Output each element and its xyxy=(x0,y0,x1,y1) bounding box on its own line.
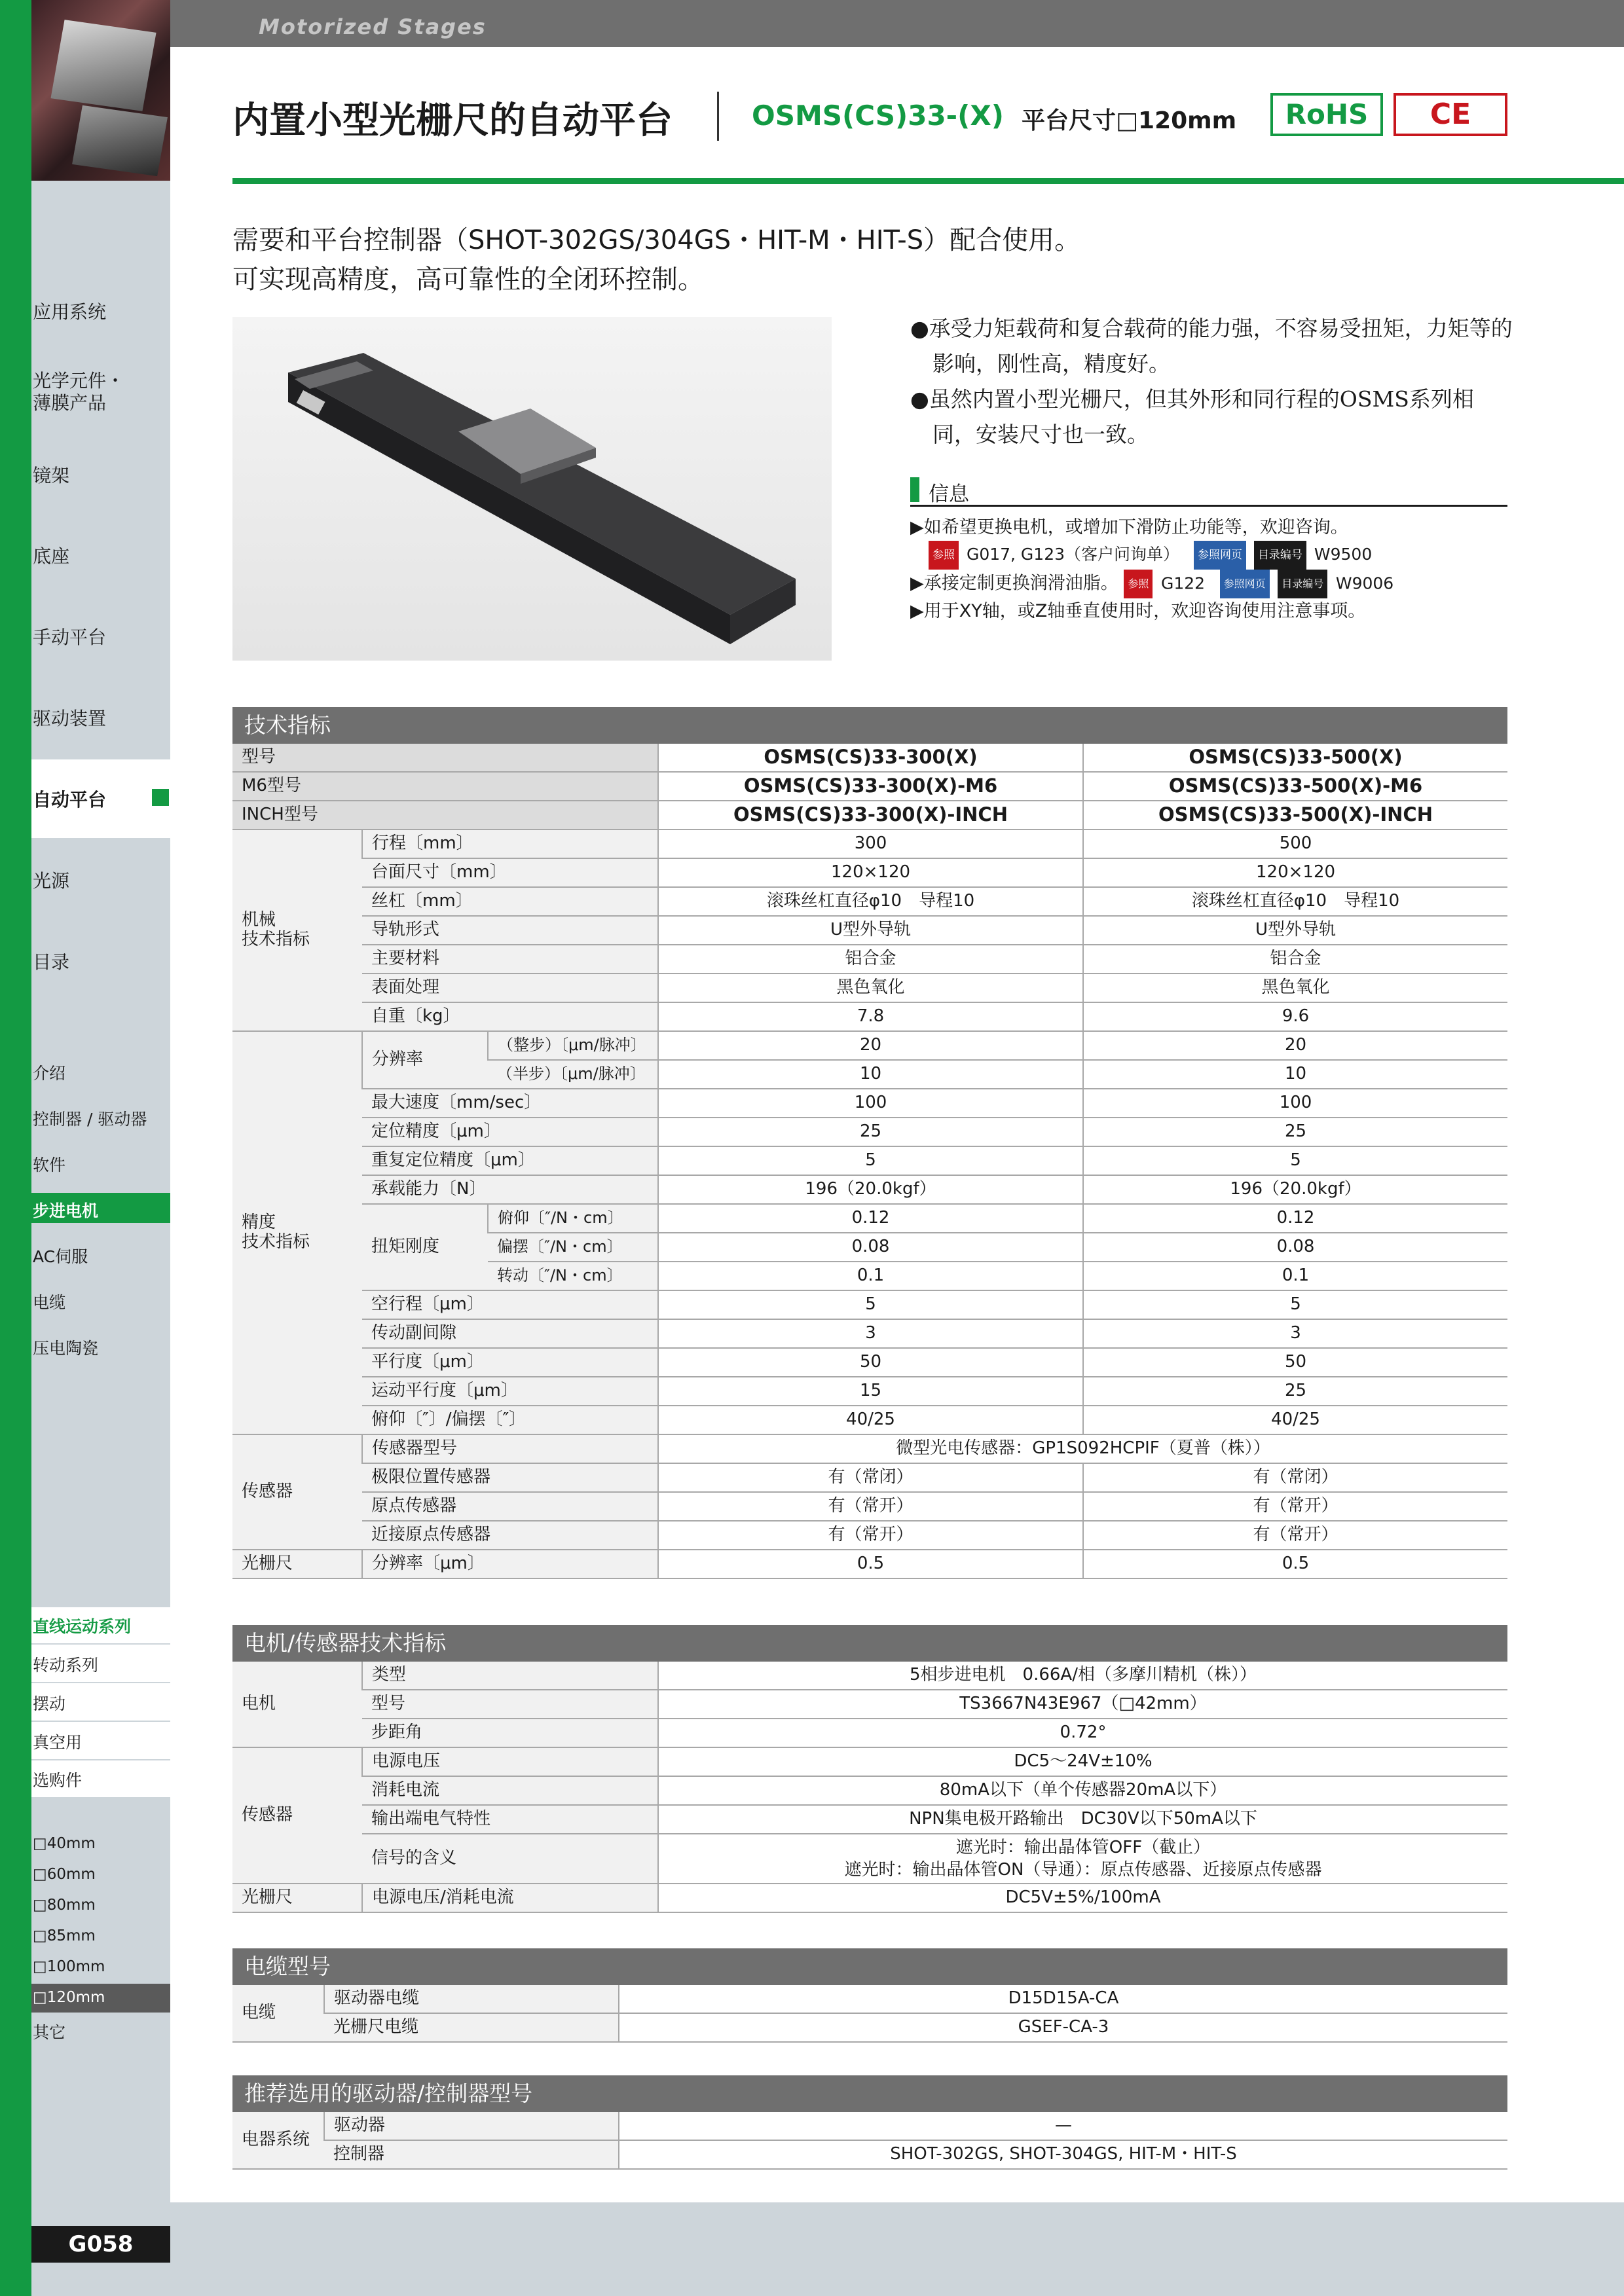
divider xyxy=(31,1643,170,1645)
spec-label: 型号 xyxy=(362,1690,658,1719)
spec-cell: 0.1 xyxy=(1083,1262,1507,1290)
ref-tag: 参照 xyxy=(929,541,959,570)
table-row xyxy=(232,1985,1507,2013)
spec-label: 空行程〔μm〕 xyxy=(362,1290,658,1319)
spec-label: 丝杠〔mm〕 xyxy=(362,887,658,916)
divider xyxy=(31,1759,170,1760)
sidebar-sub-stepper[interactable]: 步进电机 xyxy=(33,1201,99,1220)
cable-table xyxy=(232,1985,1507,2043)
table-row xyxy=(232,1319,1507,1348)
sidebar-item-mounts[interactable]: 镜架 xyxy=(33,465,70,486)
spec-cell: 遮光时：输出晶体管OFF（截止） 遮光时：输出晶体管ON（导通）：原点传感器、近接原点传感器 xyxy=(658,1834,1507,1884)
spec-label: 定位精度〔μm〕 xyxy=(362,1118,658,1146)
table-row xyxy=(232,1463,1507,1492)
ref-pages: G122 xyxy=(1160,574,1206,593)
spec-sublabel: 转动〔″/N・cm〕 xyxy=(488,1262,658,1290)
spec-cell: 5 xyxy=(658,1290,1083,1319)
table-row xyxy=(232,1118,1507,1146)
spec-sublabel: 偏摆〔″/N・cm〕 xyxy=(488,1233,658,1262)
page-number: G058 xyxy=(31,2226,170,2263)
sidebar-item-manual-stages[interactable]: 手动平台 xyxy=(33,627,107,648)
bullet-icon: ● xyxy=(910,386,929,412)
spec-cell: 5相步进电机 0.66A/相（多摩川精机（株）） xyxy=(658,1662,1507,1690)
spec-label: INCH型号 xyxy=(232,801,658,829)
sidebar-series-options[interactable]: 选购件 xyxy=(33,1771,83,1790)
group-precision: 精度 技术指标 xyxy=(232,1031,362,1434)
sidebar-size-60[interactable]: □60mm xyxy=(33,1866,96,1883)
catalog-code: W9006 xyxy=(1335,574,1394,593)
spec-label: 传感器型号 xyxy=(362,1434,658,1463)
spec-cell: OSMS(CS)33-500(X) xyxy=(1083,744,1507,772)
table-row xyxy=(232,744,1507,772)
group-scale: 光栅尺 xyxy=(232,1884,362,1912)
spec-cell: OSMS(CS)33-300(X)-INCH xyxy=(658,801,1083,829)
spec-label: 分辨率 xyxy=(362,1031,488,1089)
model-title: OSMS(CS)33-(X) xyxy=(752,100,1004,132)
code-tag: 目录编号 xyxy=(1278,570,1327,598)
spec-cell: OSMS(CS)33-500(X)-M6 xyxy=(1083,772,1507,801)
spec-cell: U型外导轨 xyxy=(1083,916,1507,945)
spec-cell: 有（常开） xyxy=(658,1492,1083,1521)
table-row xyxy=(232,1747,1507,1776)
spec-label: 运动平行度〔μm〕 xyxy=(362,1377,658,1406)
table-row xyxy=(232,1002,1507,1031)
spec-cell: 25 xyxy=(658,1118,1083,1146)
green-stripe xyxy=(0,0,31,2296)
spec-cell: 0.12 xyxy=(1083,1204,1507,1233)
spec-cell: SHOT-302GS, SHOT-304GS, HIT-M・HIT-S xyxy=(619,2140,1507,2169)
spec-cell: 0.72° xyxy=(658,1719,1507,1747)
driver-title: 推荐选用的驱动器/控制器型号 xyxy=(232,2075,1507,2112)
group-sensor: 传感器 xyxy=(232,1434,362,1550)
stage-illustration xyxy=(232,317,832,661)
spec-cell: 500 xyxy=(1083,829,1507,858)
table-row xyxy=(232,1146,1507,1175)
spec-cell: DC5V±5%/100mA xyxy=(658,1884,1507,1912)
spec-cell: 120×120 xyxy=(1083,858,1507,887)
sidebar-sub-controllers[interactable]: 控制器 / 驱动器 xyxy=(33,1110,147,1129)
sidebar-size-40[interactable]: □40mm xyxy=(33,1835,96,1852)
spec-cell: 196（20.0kgf） xyxy=(658,1175,1083,1204)
table-row xyxy=(232,945,1507,974)
sidebar-series-vacuum[interactable]: 真空用 xyxy=(33,1733,83,1752)
spec-label: 主要材料 xyxy=(362,945,658,974)
table-row xyxy=(232,1089,1507,1118)
spec-cell: 50 xyxy=(1083,1348,1507,1377)
spec-cell: 0.1 xyxy=(658,1262,1083,1290)
web-tag: 参照网页 xyxy=(1194,541,1246,570)
header-category: Motorized Stages xyxy=(259,14,487,39)
table-row xyxy=(232,1776,1507,1805)
spec-label: 扭矩刚度 xyxy=(362,1204,488,1290)
table-row xyxy=(232,2013,1507,2042)
sidebar-background xyxy=(31,0,170,2296)
bottom-band xyxy=(31,2202,1624,2296)
spec-sublabel: （半步）〔μm/脉冲〕 xyxy=(488,1060,658,1089)
table-row xyxy=(232,1521,1507,1550)
spec-label: 平行度〔μm〕 xyxy=(362,1348,658,1377)
spec-cell: 15 xyxy=(658,1377,1083,1406)
spec-label: 类型 xyxy=(362,1662,658,1690)
spec-cell: 3 xyxy=(658,1319,1083,1348)
spec-cell: 有（常闭） xyxy=(1083,1463,1507,1492)
spec-cell: 100 xyxy=(658,1089,1083,1118)
spec-table xyxy=(232,744,1507,1579)
info-line-2: ▶承接定制更换润滑油脂。 参照 G122 参照网页 目录编号 W9006 xyxy=(910,570,1507,598)
sidebar-sub-piezo[interactable]: 压电陶瓷 xyxy=(33,1339,99,1358)
spec-cell: 80mA以下（单个传感器20mA以下） xyxy=(658,1776,1507,1805)
spec-label: 电源电压/消耗电流 xyxy=(362,1884,658,1912)
sidebar-sub-intro[interactable]: 介绍 xyxy=(33,1064,66,1083)
table-row xyxy=(232,858,1507,887)
table-row xyxy=(232,1492,1507,1521)
table-row xyxy=(232,1550,1507,1578)
info-ref-1 xyxy=(910,541,1507,570)
spec-cell: 40/25 xyxy=(1083,1406,1507,1434)
sidebar-item-motorized-stages[interactable]: 自动平台 xyxy=(33,789,107,811)
web-tag: 参照网页 xyxy=(1220,570,1270,598)
spec-cell: 25 xyxy=(1083,1377,1507,1406)
spec-label: 俯仰〔″〕/偏摆〔″〕 xyxy=(362,1406,658,1434)
spec-cell: GSEF-CA-3 xyxy=(619,2013,1507,2042)
spec-cell: 3 xyxy=(1083,1319,1507,1348)
spec-cell: 0.08 xyxy=(658,1233,1083,1262)
spec-cell: OSMS(CS)33-300(X) xyxy=(658,744,1083,772)
sidebar-sub-ac-servo[interactable]: AC伺服 xyxy=(33,1247,88,1266)
sidebar-series-rotation[interactable]: 转动系列 xyxy=(33,1656,99,1675)
spec-label: 驱动器电缆 xyxy=(324,1985,619,2013)
sidebar-item-applications[interactable]: 应用系统 xyxy=(33,301,107,323)
table-row xyxy=(232,1719,1507,1747)
spec-cell: 25 xyxy=(1083,1118,1507,1146)
spec-label: 极限位置传感器 xyxy=(362,1463,658,1492)
spec-cell: 0.5 xyxy=(1083,1550,1507,1578)
table-row xyxy=(232,1805,1507,1834)
sidebar-size-other[interactable]: 其它 xyxy=(33,2023,66,2042)
spec-cell: 有（常闭） xyxy=(658,1463,1083,1492)
sidebar-sub-software[interactable]: 软件 xyxy=(33,1156,66,1175)
table-row xyxy=(232,1834,1507,1884)
cable-title: 电缆型号 xyxy=(232,1948,1507,1985)
spec-cell: 20 xyxy=(1083,1031,1507,1060)
sidebar-size-120[interactable]: □120mm xyxy=(33,1989,105,2006)
spec-cell: 滚珠丝杠直径φ10 导程10 xyxy=(658,887,1083,916)
sidebar-series-goniometer[interactable]: 摆动 xyxy=(33,1694,66,1713)
spec-cell: 10 xyxy=(1083,1060,1507,1089)
spec-cell: 0.12 xyxy=(658,1204,1083,1233)
active-marker-icon xyxy=(152,789,169,806)
group-mechanical: 机械 技术指标 xyxy=(232,829,362,1031)
info-line-3: ▶用于XY轴，或Z轴垂直使用时，欢迎咨询使用注意事项。 xyxy=(910,601,1366,621)
info-marker-icon xyxy=(910,477,919,502)
spec-cell: U型外导轨 xyxy=(658,916,1083,945)
product-thumbnail xyxy=(31,0,170,181)
spec-label: 光栅尺电缆 xyxy=(324,2013,619,2042)
title-underline xyxy=(232,178,1624,184)
motor-table xyxy=(232,1662,1507,1913)
table-row xyxy=(232,1348,1507,1377)
spec-label: 表面处理 xyxy=(362,974,658,1002)
table-row xyxy=(232,2140,1507,2169)
sidebar-size-100[interactable]: □100mm xyxy=(33,1958,105,1975)
sidebar-size-80[interactable]: □80mm xyxy=(33,1897,96,1914)
spec-cell: 100 xyxy=(1083,1089,1507,1118)
feature-item: ●虽然内置小型光栅尺，但其外形和同行程的OSMS系列相同，安装尺寸也一致。 xyxy=(910,386,1474,447)
spec-label: 驱动器 xyxy=(324,2112,619,2140)
motor-title: 电机/传感器技术指标 xyxy=(232,1625,1507,1662)
spec-sublabel: （整步）〔μm/脉冲〕 xyxy=(488,1031,658,1060)
title-divider xyxy=(717,92,719,141)
spec-label: 导轨形式 xyxy=(362,916,658,945)
spec-cell: 有（常开） xyxy=(1083,1521,1507,1550)
info-line-1: ▶如希望更换电机，或增加下滑防止功能等，欢迎咨询。 xyxy=(910,517,1348,538)
table-row xyxy=(232,1434,1507,1463)
stage-size: 平台尺寸□120mm xyxy=(1022,107,1237,134)
table-row xyxy=(232,1204,1507,1233)
info-box xyxy=(910,475,1507,625)
ref-tag: 参照 xyxy=(1124,570,1153,598)
spec-cell: 铝合金 xyxy=(1083,945,1507,974)
spec-cell: 黑色氧化 xyxy=(1083,974,1507,1002)
intro-line-1: 需要和平台控制器（SHOT-302GS/304GS・HIT-M・HIT-S）配合使用。 xyxy=(232,225,1081,255)
spec-label: 近接原点传感器 xyxy=(362,1521,658,1550)
sidebar-item-actuators[interactable]: 驱动装置 xyxy=(33,708,107,729)
spec-cell: 黑色氧化 xyxy=(658,974,1083,1002)
divider xyxy=(31,1721,170,1722)
table-row xyxy=(232,916,1507,945)
rohs-badge: RoHS xyxy=(1270,93,1383,136)
table-row xyxy=(232,1662,1507,1690)
table-row xyxy=(232,772,1507,801)
spec-label: M6型号 xyxy=(232,772,658,801)
spec-cell: DC5～24V±10% xyxy=(658,1747,1507,1776)
spec-cell: 5 xyxy=(1083,1290,1507,1319)
spec-cell: OSMS(CS)33-500(X)-INCH xyxy=(1083,801,1507,829)
spec-cell: 0.5 xyxy=(658,1550,1083,1578)
catalog-code: W9500 xyxy=(1314,545,1373,564)
page-title: 内置小型光栅尺的自动平台 xyxy=(232,100,673,142)
table-row xyxy=(232,887,1507,916)
ce-badge: CE xyxy=(1393,93,1507,136)
sidebar-size-85[interactable]: □85mm xyxy=(33,1927,96,1944)
table-row xyxy=(232,801,1507,829)
spec-label: 控制器 xyxy=(324,2140,619,2169)
ref-pages: G017, G123（客户问询单） xyxy=(966,545,1180,564)
spec-label: 承载能力〔N〕 xyxy=(362,1175,658,1204)
spec-cell: TS3667N43E967（□42mm） xyxy=(658,1690,1507,1719)
spec-cell: 滚珠丝杠直径φ10 导程10 xyxy=(1083,887,1507,916)
table-row xyxy=(232,1290,1507,1319)
table-row xyxy=(232,2112,1507,2140)
spec-label: 重复定位精度〔μm〕 xyxy=(362,1146,658,1175)
spec-cell: 0.08 xyxy=(1083,1233,1507,1262)
spec-label: 传动副间隙 xyxy=(362,1319,658,1348)
sidebar-item-optics[interactable]: 光学元件・ 薄膜产品 xyxy=(33,370,125,414)
group-electrical: 电器系统 xyxy=(232,2112,324,2169)
spec-label: 信号的含义 xyxy=(362,1834,658,1884)
code-tag: 目录编号 xyxy=(1254,541,1306,570)
spec-cell: 5 xyxy=(1083,1146,1507,1175)
table-row xyxy=(232,1377,1507,1406)
group-cable: 电缆 xyxy=(232,1985,324,2042)
spec-cell: 7.8 xyxy=(658,1002,1083,1031)
spec-label: 分辨率〔μm〕 xyxy=(362,1550,658,1578)
spec-label: 消耗电流 xyxy=(362,1776,658,1805)
spec-label: 台面尺寸〔mm〕 xyxy=(362,858,658,887)
spec-title: 技术指标 xyxy=(232,707,1507,744)
table-row xyxy=(232,1031,1507,1060)
spec-cell: 微型光电传感器：GP1S092HCPIF（夏普（株）） xyxy=(658,1434,1507,1463)
sidebar-item-light-sources[interactable]: 光源 xyxy=(33,870,70,892)
table-row xyxy=(232,1690,1507,1719)
spec-cell: 有（常开） xyxy=(1083,1492,1507,1521)
intro-line-2: 可实现高精度，高可靠性的全闭环控制。 xyxy=(232,264,704,295)
spec-cell: D15D15A-CA xyxy=(619,1985,1507,2013)
spec-label: 原点传感器 xyxy=(362,1492,658,1521)
sidebar-item-bases[interactable]: 底座 xyxy=(33,545,70,567)
info-title: 信息 xyxy=(929,483,969,506)
table-row xyxy=(232,1175,1507,1204)
table-row xyxy=(232,1884,1507,1912)
bullet-icon: ● xyxy=(910,316,929,341)
spec-cell: 40/25 xyxy=(658,1406,1083,1434)
feature-list xyxy=(910,311,1513,452)
sidebar-series-linear[interactable]: 直线运动系列 xyxy=(33,1617,132,1636)
table-row xyxy=(232,829,1507,858)
spec-cell: OSMS(CS)33-300(X)-M6 xyxy=(658,772,1083,801)
group-motor: 电机 xyxy=(232,1662,362,1747)
spec-cell: 50 xyxy=(658,1348,1083,1377)
spec-cell: 120×120 xyxy=(658,858,1083,887)
spec-cell: 300 xyxy=(658,829,1083,858)
spec-label: 型号 xyxy=(232,744,658,772)
spec-cell: 20 xyxy=(658,1031,1083,1060)
spec-label: 输出端电气特性 xyxy=(362,1805,658,1834)
spec-label: 电源电压 xyxy=(362,1747,658,1776)
spec-label: 自重〔kg〕 xyxy=(362,1002,658,1031)
group-scale: 光栅尺 xyxy=(232,1550,362,1578)
table-row xyxy=(232,974,1507,1002)
spec-cell: 10 xyxy=(658,1060,1083,1089)
spec-sublabel: 俯仰〔″/N・cm〕 xyxy=(488,1204,658,1233)
group-sensor: 传感器 xyxy=(232,1747,362,1884)
divider xyxy=(31,1682,170,1683)
spec-cell: 196（20.0kgf） xyxy=(1083,1175,1507,1204)
spec-cell: 5 xyxy=(658,1146,1083,1175)
driver-table xyxy=(232,2112,1507,2170)
info-header xyxy=(910,475,1507,507)
sidebar-sub-cables[interactable]: 电缆 xyxy=(33,1293,66,1312)
product-photo xyxy=(232,317,832,661)
feature-item: ●承受力矩载荷和复合载荷的能力强，不容易受扭矩，力矩等的影响，刚性高，精度好。 xyxy=(910,316,1513,376)
table-row xyxy=(232,1406,1507,1434)
spec-label: 最大速度〔mm/sec〕 xyxy=(362,1089,658,1118)
sidebar-item-catalog[interactable]: 目录 xyxy=(33,951,70,973)
spec-label: 步距角 xyxy=(362,1719,658,1747)
spec-cell: 有（常开） xyxy=(658,1521,1083,1550)
spec-label: 行程〔mm〕 xyxy=(362,829,658,858)
spec-cell: NPN集电极开路输出 DC30V以下50mA以下 xyxy=(658,1805,1507,1834)
spec-cell: 9.6 xyxy=(1083,1002,1507,1031)
spec-cell: — xyxy=(619,2112,1507,2140)
spec-cell: 铝合金 xyxy=(658,945,1083,974)
